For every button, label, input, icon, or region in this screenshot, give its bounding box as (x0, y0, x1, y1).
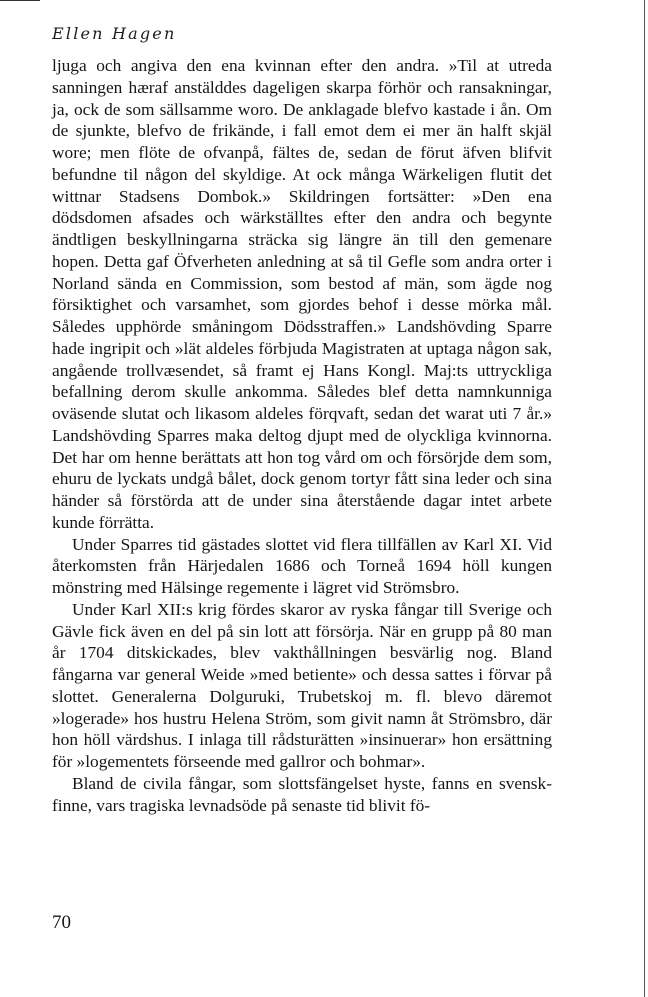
page-number: 70 (52, 912, 71, 933)
body-text (52, 55, 552, 816)
page-edge-line (644, 0, 645, 997)
running-head-author: Ellen Hagen (52, 24, 177, 43)
paragraph-karl-xi: Under Sparres tid gästades slottet vid flera tillfällen av Karl XI. Vid återkomsten från Härjedalen 1686 och Torneå 1694 höll kungen mönstring med Hälsinge regemente i lägret vid Strömsbro. (52, 534, 552, 597)
paragraph-witch-trials: ljuga och angiva den ena kvinnan efter den andra. »Til at utreda sanningen hæraf anstälddes dageligen skarpa förhör och ransakningar, ja, ock de som sällsamme woro. De anklagade blefvo kastade i ån. Om de sjunkte, blefvo de frikände, i fall emot dem ei mer än halft skjäl wore; men flöte de ofvanpå, fältes de, sedan de förut äfven blifvit befundne til någon del skyldige. At ock många Wärkeligen flutit det wittnar Stadsens Dombok.» Skildringen fortsätter: »Den ena dödsdomen afsades och wärkställtes efter den andra och begynte ändtligen beskyllningarna sträcka sig längre än till den gemenare hopen. Detta gaf Öfverheten anledning at så til Gefle som andra orter i Norland sända en Commission, som bestod af män, som ägde nog försiktighet och varsamhet, som gjordes behof i desse mörka mål. Således upphörde småningom Dödsstraffen.» Landshövding Sparre hade ingripit och »lät aldeles förbjuda Magistraten at uptaga någon sak, angående trollvæsendet, så framt ej Hans Kongl. Maj:ts uttryckliga befallning derom skulle ankomma. Således blef detta namnkunniga oväsende slutat och likasom aldeles förqvaft, sedan det warat uti 7 år.» Landshövding Sparres maka deltog djupt med de olyckliga kvinnorna. Det har om henne berättats att hon tog vård om och försörjde dem som, ehuru de lyckats undgå bålet, dock genom tortyr fått sina leder och sina händer så förstörda att de under sina återstående dagar intet arbete kunde förrätta. (52, 56, 552, 532)
top-rule (0, 0, 40, 1)
paragraph-civil-prisoners: Bland de civila fångar, som slottsfängelset hyste, fanns en svensk-finne, vars tragiska levnadsöde på senaste tid blivit fö- (52, 773, 552, 815)
paragraph-karl-xii-prisoners: Under Karl XII:s krig fördes skaror av ryska fångar till Sverige och Gävle fick även en del på sin lott att försörja. När en grupp på 80 man år 1704 ditskickades, blev vakthållningen besvärlig nog. Bland fångarna var general Weide »med betiente» och dessa sattes i förvar på slottet. Generalerna Dolguruki, Trubetskoj m. fl. blevo däremot »logerade» hos hustru Helena Ström, som givit namn åt Strömsbro, där hon höll värdshus. I inlaga till rådsturätten »insinuerar» hon ersättning för »logementets förseende med gallror och bohmar». (52, 599, 552, 771)
